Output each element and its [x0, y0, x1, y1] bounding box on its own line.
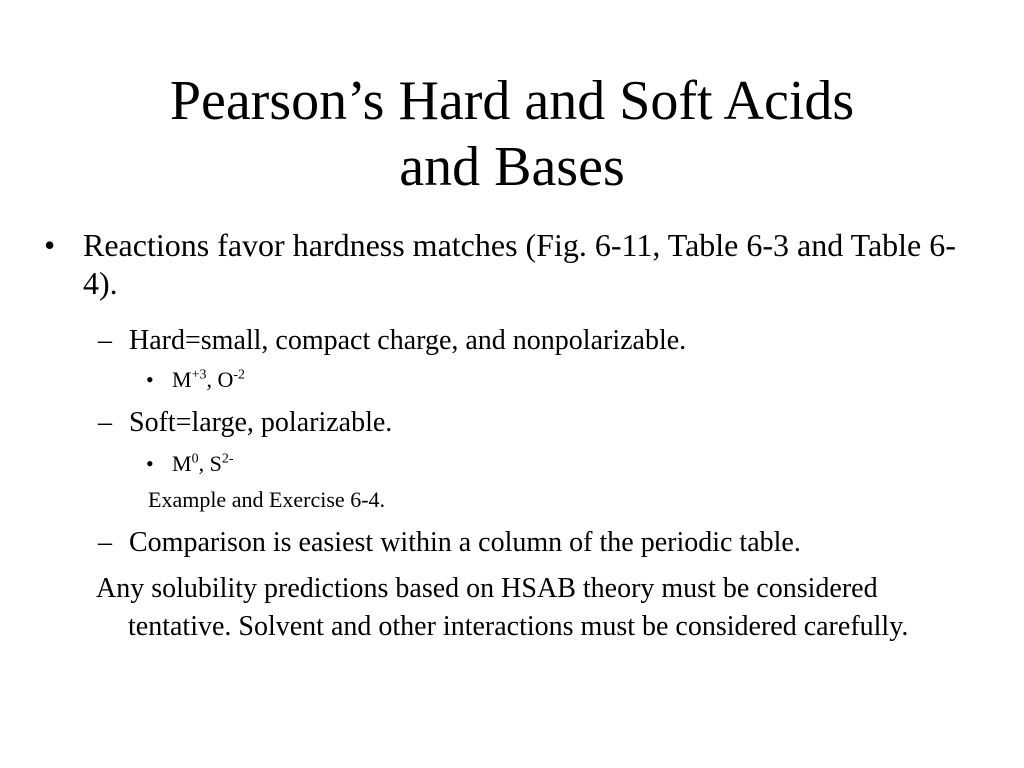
- hard-example-separator: , O: [206, 367, 234, 392]
- solubility-note-text: Any solubility predictions based on HSAB theory must be considered tentative. Solvent and other interactions must be considered carefully.: [96, 573, 909, 642]
- soft-example-sulfur-charge: 2-: [221, 451, 234, 467]
- soft-example-metal: M: [172, 451, 192, 476]
- hard-example-text: [172, 366, 245, 394]
- hard-example-oxygen-charge: -2: [233, 367, 246, 383]
- slide-title: [80, 68, 944, 200]
- hard-subpoint-text: Hard=small, compact charge, and nonpolarizable.: [129, 325, 687, 356]
- hard-example: [146, 366, 245, 394]
- small-bullet-icon: •: [146, 451, 154, 476]
- comparison-subpoint-text: Comparison is easiest within a column of the periodic table.: [129, 527, 801, 558]
- slide-title-line-2: and Bases: [399, 136, 625, 198]
- soft-subpoint: [98, 406, 978, 440]
- comparison-subpoint: [98, 526, 978, 560]
- bullet-icon: •: [44, 227, 56, 263]
- soft-example-metal-charge: 0: [191, 451, 199, 467]
- slide-title-line-1: Pearson’s Hard and Soft Acids: [169, 70, 855, 132]
- main-bullet-point: [44, 226, 984, 302]
- example-note: Example and Exercise 6-4.: [148, 487, 386, 512]
- hard-subpoint: [98, 324, 978, 358]
- soft-example: [146, 450, 233, 478]
- main-bullet-text: Reactions favor hardness matches (Fig. 6-11, Table 6-3 and Table 6-4).: [83, 227, 956, 301]
- small-bullet-icon: •: [146, 367, 154, 392]
- dash-bullet-icon: –: [98, 527, 112, 558]
- dash-bullet-icon: –: [98, 407, 112, 438]
- soft-subpoint-text: Soft=large, polarizable.: [129, 407, 393, 438]
- hard-example-metal: M: [172, 367, 192, 392]
- dash-bullet-icon: –: [98, 325, 112, 356]
- soft-example-text: [172, 450, 233, 478]
- soft-example-separator: , S: [198, 451, 222, 476]
- solubility-note: [96, 570, 976, 646]
- hard-example-metal-charge: +3: [191, 367, 207, 383]
